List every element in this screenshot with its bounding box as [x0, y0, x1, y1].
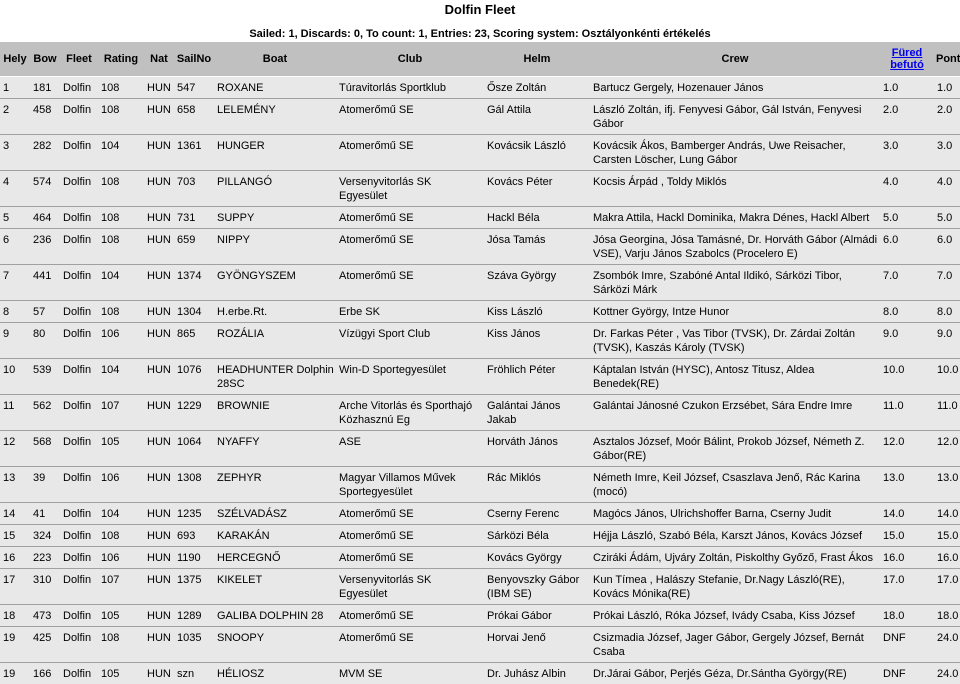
cell-sailno: 1375	[174, 569, 214, 605]
cell-place: 11	[0, 395, 30, 431]
cell-rating: 108	[98, 525, 144, 547]
cell-rating: 108	[98, 171, 144, 207]
cell-fured-befuto: 2.0	[880, 99, 934, 135]
cell-nat: HUN	[144, 627, 174, 663]
cell-crew: Kun Tímea , Halászy Stefanie, Dr.Nagy László(RE), Kovács Mónika(RE)	[590, 569, 880, 605]
cell-club: Erbe SK	[336, 301, 484, 323]
cell-club: Atomerőmű SE	[336, 627, 484, 663]
cell-sailno: 1374	[174, 265, 214, 301]
cell-rating: 105	[98, 663, 144, 684]
table-row	[0, 431, 960, 467]
cell-helm: Ősze Zoltán	[484, 77, 590, 99]
cell-club: Atomerőmű SE	[336, 135, 484, 171]
cell-nat: HUN	[144, 525, 174, 547]
cell-helm: Kovács Péter	[484, 171, 590, 207]
cell-helm: Prókai Gábor	[484, 605, 590, 627]
col-crew: Crew	[590, 42, 880, 77]
cell-bow: 562	[30, 395, 60, 431]
cell-helm: Hackl Béla	[484, 207, 590, 229]
cell-place: 14	[0, 503, 30, 525]
cell-bow: 574	[30, 171, 60, 207]
cell-fured-befuto: 7.0	[880, 265, 934, 301]
cell-fured-befuto: 10.0	[880, 359, 934, 395]
cell-fured-befuto: 18.0	[880, 605, 934, 627]
cell-place: 1	[0, 77, 30, 99]
table-row	[0, 265, 960, 301]
cell-fured-befuto: 16.0	[880, 547, 934, 569]
cell-points: 7.0	[934, 265, 960, 301]
cell-fleet: Dolfin	[60, 323, 98, 359]
cell-club: MVM SE	[336, 663, 484, 684]
cell-boat: HUNGER	[214, 135, 336, 171]
table-row	[0, 99, 960, 135]
cell-boat: BROWNIE	[214, 395, 336, 431]
cell-boat: PILLANGÓ	[214, 171, 336, 207]
cell-bow: 236	[30, 229, 60, 265]
cell-club: Atomerőmű SE	[336, 547, 484, 569]
cell-bow: 458	[30, 99, 60, 135]
cell-fured-befuto: 3.0	[880, 135, 934, 171]
cell-fleet: Dolfin	[60, 569, 98, 605]
cell-nat: HUN	[144, 359, 174, 395]
table-row	[0, 467, 960, 503]
cell-fleet: Dolfin	[60, 135, 98, 171]
cell-club: Atomerőmű SE	[336, 525, 484, 547]
cell-crew: Galántai Jánosné Czukon Erzsébet, Sára Endre Imre	[590, 395, 880, 431]
cell-boat: HEADHUNTER Dolphin 28SC	[214, 359, 336, 395]
cell-nat: HUN	[144, 301, 174, 323]
cell-fured-befuto: 14.0	[880, 503, 934, 525]
cell-rating: 105	[98, 605, 144, 627]
header-row	[0, 42, 960, 77]
cell-points: 24.0	[934, 627, 960, 663]
results-summary: Sailed: 1, Discards: 0, To count: 1, Entries: 23, Scoring system: Osztályonkénti értékelés	[0, 27, 960, 41]
cell-fleet: Dolfin	[60, 265, 98, 301]
page-title: Dolfin Fleet	[0, 0, 960, 20]
cell-nat: HUN	[144, 605, 174, 627]
cell-helm: Cserny Ferenc	[484, 503, 590, 525]
col-fured-befuto-link[interactable]: Füred befutó	[880, 42, 934, 77]
cell-fured-befuto: 12.0	[880, 431, 934, 467]
cell-nat: HUN	[144, 395, 174, 431]
cell-boat: HÉLIOSZ	[214, 663, 336, 684]
table-row	[0, 503, 960, 525]
cell-club: Atomerőmű SE	[336, 265, 484, 301]
cell-fured-befuto: DNF	[880, 627, 934, 663]
cell-points: 8.0	[934, 301, 960, 323]
cell-bow: 568	[30, 431, 60, 467]
cell-rating: 107	[98, 395, 144, 431]
cell-nat: HUN	[144, 207, 174, 229]
table-row	[0, 525, 960, 547]
cell-helm: Gál Attila	[484, 99, 590, 135]
cell-sailno: 1361	[174, 135, 214, 171]
col-rating: Rating	[98, 42, 144, 77]
col-sailno: SailNo	[174, 42, 214, 77]
cell-place: 18	[0, 605, 30, 627]
cell-nat: HUN	[144, 77, 174, 99]
cell-rating: 108	[98, 229, 144, 265]
col-helm: Helm	[484, 42, 590, 77]
cell-nat: HUN	[144, 431, 174, 467]
cell-club: Versenyvitorlás SK Egyesület	[336, 569, 484, 605]
cell-crew: Magócs János, Ulrichshoffer Barna, Cserny Judit	[590, 503, 880, 525]
cell-fured-befuto: 1.0	[880, 77, 934, 99]
cell-fured-befuto: 6.0	[880, 229, 934, 265]
cell-fleet: Dolfin	[60, 171, 98, 207]
table-row	[0, 207, 960, 229]
cell-points: 3.0	[934, 135, 960, 171]
cell-points: 12.0	[934, 431, 960, 467]
cell-crew: Kovácsik Ákos, Bamberger András, Uwe Reisacher, Carsten Löscher, Lung Gábor	[590, 135, 880, 171]
cell-nat: HUN	[144, 503, 174, 525]
cell-club: Versenyvitorlás SK Egyesület	[336, 171, 484, 207]
col-boat: Boat	[214, 42, 336, 77]
cell-nat: HUN	[144, 467, 174, 503]
cell-crew: László Zoltán, ifj. Fenyvesi Gábor, Gál István, Fenyvesi Gábor	[590, 99, 880, 135]
table-row	[0, 547, 960, 569]
cell-boat: H.erbe.Rt.	[214, 301, 336, 323]
cell-place: 17	[0, 569, 30, 605]
cell-sailno: 1190	[174, 547, 214, 569]
cell-fleet: Dolfin	[60, 359, 98, 395]
cell-place: 16	[0, 547, 30, 569]
cell-place: 10	[0, 359, 30, 395]
cell-bow: 41	[30, 503, 60, 525]
table-row	[0, 323, 960, 359]
cell-boat: GALIBA DOLPHIN 28	[214, 605, 336, 627]
cell-helm: Kovács György	[484, 547, 590, 569]
cell-sailno: 1035	[174, 627, 214, 663]
cell-helm: Galántai János Jakab	[484, 395, 590, 431]
cell-crew: Jósa Georgina, Jósa Tamásné, Dr. Horváth Gábor (Almádi VSE), Varju János Szabolcs (Procelero E)	[590, 229, 880, 265]
cell-boat: NIPPY	[214, 229, 336, 265]
table-row	[0, 627, 960, 663]
cell-sailno: 1235	[174, 503, 214, 525]
cell-nat: HUN	[144, 135, 174, 171]
table-row	[0, 229, 960, 265]
cell-points: 6.0	[934, 229, 960, 265]
cell-points: 16.0	[934, 547, 960, 569]
cell-club: Vízügyi Sport Club	[336, 323, 484, 359]
cell-fured-befuto: 17.0	[880, 569, 934, 605]
results-body	[0, 77, 960, 684]
cell-helm: Sárközi Béla	[484, 525, 590, 547]
cell-rating: 108	[98, 301, 144, 323]
cell-club: Atomerőmű SE	[336, 229, 484, 265]
cell-points: 10.0	[934, 359, 960, 395]
cell-fleet: Dolfin	[60, 207, 98, 229]
cell-boat: GYÖNGYSZEM	[214, 265, 336, 301]
cell-fleet: Dolfin	[60, 525, 98, 547]
cell-place: 15	[0, 525, 30, 547]
cell-rating: 104	[98, 503, 144, 525]
cell-bow: 181	[30, 77, 60, 99]
cell-boat: NYAFFY	[214, 431, 336, 467]
table-row	[0, 605, 960, 627]
cell-fleet: Dolfin	[60, 503, 98, 525]
cell-helm: Jósa Tamás	[484, 229, 590, 265]
col-nat: Nat	[144, 42, 174, 77]
cell-fured-befuto: 8.0	[880, 301, 934, 323]
cell-points: 11.0	[934, 395, 960, 431]
cell-sailno: 659	[174, 229, 214, 265]
cell-place: 5	[0, 207, 30, 229]
cell-sailno: 1076	[174, 359, 214, 395]
table-row	[0, 663, 960, 684]
cell-helm: Horvai Jenő	[484, 627, 590, 663]
cell-helm: Kovácsik László	[484, 135, 590, 171]
cell-crew: Kottner György, Intze Hunor	[590, 301, 880, 323]
cell-crew: Prókai László, Róka József, Ivády Csaba, Kiss József	[590, 605, 880, 627]
cell-bow: 80	[30, 323, 60, 359]
cell-fleet: Dolfin	[60, 663, 98, 684]
table-row	[0, 301, 960, 323]
cell-nat: HUN	[144, 229, 174, 265]
cell-sailno: 731	[174, 207, 214, 229]
cell-bow: 441	[30, 265, 60, 301]
cell-rating: 105	[98, 431, 144, 467]
cell-sailno: 658	[174, 99, 214, 135]
results-table	[0, 42, 960, 684]
cell-helm: Dr. Juhász Albin	[484, 663, 590, 684]
cell-rating: 106	[98, 547, 144, 569]
cell-sailno: 703	[174, 171, 214, 207]
cell-sailno: 547	[174, 77, 214, 99]
col-club: Club	[336, 42, 484, 77]
cell-club: Arche Vitorlás és Sporthajó Közhasznú Eg	[336, 395, 484, 431]
cell-nat: HUN	[144, 663, 174, 684]
cell-crew: Káptalan István (HYSC), Antosz Titusz, Aldea Benedek(RE)	[590, 359, 880, 395]
cell-points: 9.0	[934, 323, 960, 359]
cell-place: 19	[0, 663, 30, 684]
cell-boat: LELEMÉNY	[214, 99, 336, 135]
cell-points: 24.0	[934, 663, 960, 684]
cell-fleet: Dolfin	[60, 301, 98, 323]
cell-boat: ROXANE	[214, 77, 336, 99]
cell-nat: HUN	[144, 99, 174, 135]
cell-rating: 108	[98, 207, 144, 229]
col-bow: Bow	[30, 42, 60, 77]
cell-sailno: 1304	[174, 301, 214, 323]
cell-crew: Csizmadia József, Jager Gábor, Gergely József, Bernát Csaba	[590, 627, 880, 663]
cell-fleet: Dolfin	[60, 547, 98, 569]
cell-nat: HUN	[144, 265, 174, 301]
cell-crew: Dr. Farkas Péter , Vas Tibor (TVSK), Dr. Zárdai Zoltán (TVSK), Kaszás Károly (TVSK)	[590, 323, 880, 359]
cell-sailno: 865	[174, 323, 214, 359]
cell-sailno: 1289	[174, 605, 214, 627]
cell-club: Atomerőmű SE	[336, 207, 484, 229]
cell-place: 3	[0, 135, 30, 171]
table-row	[0, 135, 960, 171]
cell-bow: 166	[30, 663, 60, 684]
cell-crew: Kocsis Árpád , Toldy Miklós	[590, 171, 880, 207]
cell-fured-befuto: 15.0	[880, 525, 934, 547]
cell-club: Atomerőmű SE	[336, 503, 484, 525]
cell-points: 17.0	[934, 569, 960, 605]
cell-points: 4.0	[934, 171, 960, 207]
cell-crew: Zsombók Imre, Szabóné Antal Ildikó, Sárközi Tibor, Sárközi Márk	[590, 265, 880, 301]
table-row	[0, 77, 960, 99]
cell-crew: Bartucz Gergely, Hozenauer János	[590, 77, 880, 99]
cell-fured-befuto: 13.0	[880, 467, 934, 503]
cell-club: Atomerőmű SE	[336, 99, 484, 135]
cell-rating: 108	[98, 77, 144, 99]
cell-boat: HERCEGNŐ	[214, 547, 336, 569]
cell-fleet: Dolfin	[60, 99, 98, 135]
cell-boat: SNOOPY	[214, 627, 336, 663]
cell-points: 14.0	[934, 503, 960, 525]
cell-rating: 104	[98, 265, 144, 301]
cell-fleet: Dolfin	[60, 431, 98, 467]
cell-nat: HUN	[144, 547, 174, 569]
table-row	[0, 569, 960, 605]
cell-sailno: 1308	[174, 467, 214, 503]
cell-fleet: Dolfin	[60, 605, 98, 627]
cell-crew: Héjja László, Szabó Béla, Karszt János, Kovács József	[590, 525, 880, 547]
cell-crew: Németh Imre, Keil József, Csaszlava Jenő, Rác Karina (mocó)	[590, 467, 880, 503]
cell-helm: Kiss János	[484, 323, 590, 359]
cell-bow: 282	[30, 135, 60, 171]
cell-place: 12	[0, 431, 30, 467]
cell-club: Atomerőmű SE	[336, 605, 484, 627]
cell-fleet: Dolfin	[60, 77, 98, 99]
cell-sailno: 1229	[174, 395, 214, 431]
cell-rating: 107	[98, 569, 144, 605]
cell-points: 18.0	[934, 605, 960, 627]
cell-bow: 39	[30, 467, 60, 503]
cell-sailno: 1064	[174, 431, 214, 467]
cell-boat: SZÉLVADÁSZ	[214, 503, 336, 525]
cell-bow: 464	[30, 207, 60, 229]
cell-sailno: 693	[174, 525, 214, 547]
cell-fured-befuto: 4.0	[880, 171, 934, 207]
cell-fleet: Dolfin	[60, 229, 98, 265]
cell-points: 2.0	[934, 99, 960, 135]
cell-place: 9	[0, 323, 30, 359]
col-pont: Pont	[934, 42, 960, 77]
cell-helm: Fröhlich Péter	[484, 359, 590, 395]
cell-place: 4	[0, 171, 30, 207]
cell-place: 7	[0, 265, 30, 301]
cell-points: 1.0	[934, 77, 960, 99]
table-row	[0, 171, 960, 207]
cell-place: 13	[0, 467, 30, 503]
cell-rating: 106	[98, 323, 144, 359]
cell-rating: 108	[98, 627, 144, 663]
cell-rating: 104	[98, 359, 144, 395]
cell-points: 5.0	[934, 207, 960, 229]
cell-rating: 104	[98, 135, 144, 171]
cell-boat: KARAKÁN	[214, 525, 336, 547]
cell-place: 2	[0, 99, 30, 135]
cell-fured-befuto: DNF	[880, 663, 934, 684]
cell-bow: 324	[30, 525, 60, 547]
cell-fured-befuto: 5.0	[880, 207, 934, 229]
cell-crew: Makra Attila, Hackl Dominika, Makra Dénes, Hackl Albert	[590, 207, 880, 229]
cell-nat: HUN	[144, 171, 174, 207]
cell-rating: 108	[98, 99, 144, 135]
cell-crew: Asztalos József, Moór Bálint, Prokob József, Németh Z. Gábor(RE)	[590, 431, 880, 467]
cell-helm: Benyovszky Gábor (IBM SE)	[484, 569, 590, 605]
cell-helm: Rác Miklós	[484, 467, 590, 503]
cell-fured-befuto: 11.0	[880, 395, 934, 431]
cell-helm: Száva György	[484, 265, 590, 301]
cell-bow: 223	[30, 547, 60, 569]
cell-crew: Cziráki Ádám, Ujváry Zoltán, Piskolthy Győző, Frast Ákos	[590, 547, 880, 569]
cell-boat: ZEPHYR	[214, 467, 336, 503]
cell-boat: ROZÁLIA	[214, 323, 336, 359]
cell-boat: SUPPY	[214, 207, 336, 229]
cell-helm: Kiss László	[484, 301, 590, 323]
cell-fleet: Dolfin	[60, 627, 98, 663]
cell-fleet: Dolfin	[60, 395, 98, 431]
cell-club: Túravitorlás Sportklub	[336, 77, 484, 99]
cell-club: Magyar Villamos Művek Sportegyesület	[336, 467, 484, 503]
cell-nat: HUN	[144, 569, 174, 605]
cell-crew: Dr.Járai Gábor, Perjés Géza, Dr.Sántha György(RE)	[590, 663, 880, 684]
cell-place: 6	[0, 229, 30, 265]
cell-points: 13.0	[934, 467, 960, 503]
cell-place: 19	[0, 627, 30, 663]
cell-fleet: Dolfin	[60, 467, 98, 503]
cell-bow: 310	[30, 569, 60, 605]
cell-bow: 425	[30, 627, 60, 663]
col-fleet: Fleet	[60, 42, 98, 77]
table-row	[0, 395, 960, 431]
cell-bow: 539	[30, 359, 60, 395]
cell-place: 8	[0, 301, 30, 323]
cell-boat: KIKELET	[214, 569, 336, 605]
col-hely: Hely	[0, 42, 30, 77]
cell-rating: 106	[98, 467, 144, 503]
cell-bow: 473	[30, 605, 60, 627]
cell-sailno: szn	[174, 663, 214, 684]
cell-club: ASE	[336, 431, 484, 467]
cell-bow: 57	[30, 301, 60, 323]
cell-points: 15.0	[934, 525, 960, 547]
table-row	[0, 359, 960, 395]
cell-fured-befuto: 9.0	[880, 323, 934, 359]
cell-nat: HUN	[144, 323, 174, 359]
cell-helm: Horváth János	[484, 431, 590, 467]
cell-club: Win-D Sportegyesület	[336, 359, 484, 395]
